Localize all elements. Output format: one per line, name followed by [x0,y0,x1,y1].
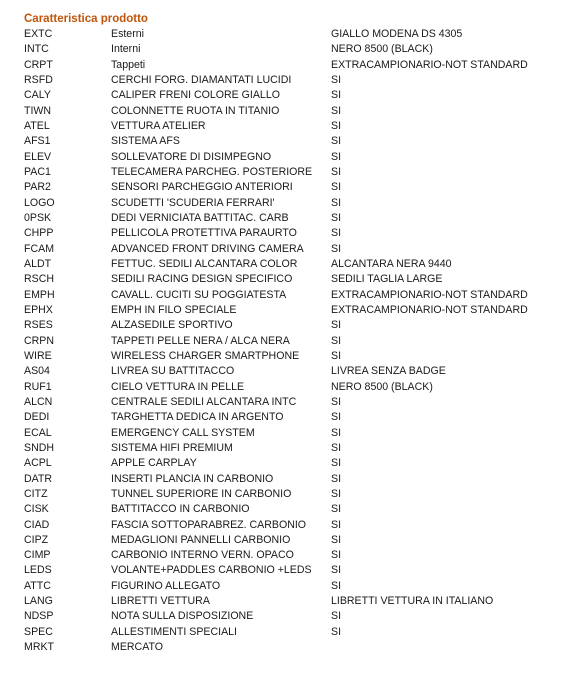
feature-description: TELECAMERA PARCHEG. POSTERIORE [111,165,313,178]
feature-value: SI [331,549,342,562]
feature-description: VOLANTE+PADDLES CARBONIO +LEDS [111,564,312,577]
feature-row [24,42,554,57]
feature-code: CIMP [24,549,51,562]
feature-code: ELEV [24,150,52,163]
feature-row [24,165,554,180]
feature-row [24,426,554,441]
feature-row [24,211,554,226]
feature-row [24,563,554,578]
feature-value: SI [331,334,342,347]
feature-value: SI [331,472,342,485]
product-features-document [24,12,554,655]
feature-code: ALCN [24,395,53,408]
feature-row [24,303,554,318]
feature-value: SI [331,411,342,424]
feature-row [24,318,554,333]
feature-value: LIBRETTI VETTURA IN ITALIANO [331,595,494,608]
feature-code: WIRE [24,349,52,362]
feature-row [24,487,554,502]
feature-description: MERCATO [111,641,163,654]
feature-value: SI [331,625,342,638]
feature-row [24,609,554,624]
feature-value: SI [331,89,342,102]
feature-code: DATR [24,472,53,485]
feature-description: CAVALL. CUCITI SU POGGIATESTA [111,288,287,301]
feature-row [24,625,554,640]
feature-row [24,349,554,364]
feature-description: SENSORI PARCHEGGIO ANTERIORI [111,181,293,194]
feature-value: SI [331,165,342,178]
feature-value: SEDILI TAGLIA LARGE [331,273,443,286]
feature-description: TAPPETI PELLE NERA / ALCA NERA [111,334,290,347]
feature-code: LANG [24,595,53,608]
feature-row [24,88,554,103]
feature-code: LOGO [24,196,55,209]
feature-description: SISTEMA HIFI PREMIUM [111,441,233,454]
feature-description: ALLESTIMENTI SPECIALI [111,625,237,638]
section-title: Caratteristica prodotto [24,13,148,25]
feature-description: FASCIA SOTTOPARABREZ. CARBONIO [111,518,307,531]
feature-description: APPLE CARPLAY [111,457,197,470]
feature-description: PELLICOLA PROTETTIVA PARAURTO [111,227,297,240]
feature-description: TARGHETTA DEDICA IN ARGENTO [111,411,284,424]
feature-description: CIELO VETTURA IN PELLE [111,380,245,393]
feature-row [24,180,554,195]
feature-description: Tappeti [111,58,146,71]
feature-description: DEDI VERNICIATA BATTITAC. CARB [111,211,289,224]
feature-description: FETTUC. SEDILI ALCANTARA COLOR [111,257,298,270]
feature-code: CRPN [24,334,55,347]
feature-value: SI [331,150,342,163]
feature-value: SI [331,227,342,240]
feature-code: CHPP [24,227,54,240]
feature-code: EPHX [24,303,53,316]
feature-value: SI [331,457,342,470]
feature-row [24,594,554,609]
feature-code: FCAM [24,242,55,255]
feature-value: SI [331,441,342,454]
feature-row [24,441,554,456]
feature-code: DEDI [24,411,50,424]
feature-description: SEDILI RACING DESIGN SPECIFICO [111,273,293,286]
feature-value: EXTRACAMPIONARIO-NOT STANDARD [331,58,528,71]
feature-description: EMPH IN FILO SPECIALE [111,303,237,316]
feature-description: CERCHI FORG. DIAMANTATI LUCIDI [111,73,292,86]
feature-value: LIVREA SENZA BADGE [331,365,446,378]
feature-code: SPEC [24,625,53,638]
feature-value: EXTRACAMPIONARIO-NOT STANDARD [331,288,528,301]
feature-description: Interni [111,43,141,56]
feature-code: INTC [24,43,49,56]
feature-row [24,518,554,533]
feature-value: SI [331,579,342,592]
feature-description: SISTEMA AFS [111,135,180,148]
feature-value: SI [331,395,342,408]
feature-description: NOTA SULLA DISPOSIZIONE [111,610,254,623]
feature-description: ADVANCED FRONT DRIVING CAMERA [111,242,304,255]
feature-row [24,334,554,349]
feature-description: ALZASEDILE SPORTIVO [111,319,233,332]
feature-description: SCUDETTI 'SCUDERIA FERRARI' [111,196,275,209]
feature-description: SOLLEVATORE DI DISIMPEGNO [111,150,272,163]
feature-code: CIPZ [24,533,49,546]
feature-row [24,456,554,471]
feature-description: INSERTI PLANCIA IN CARBONIO [111,472,274,485]
feature-code: LEDS [24,564,52,577]
feature-value: SI [331,503,342,516]
feature-value: NERO 8500 (BLACK) [331,380,433,393]
feature-row [24,27,554,42]
feature-code: PAC1 [24,165,51,178]
feature-row [24,272,554,287]
feature-value: NERO 8500 (BLACK) [331,43,433,56]
feature-row [24,226,554,241]
feature-row [24,242,554,257]
feature-value [331,640,553,655]
feature-row [24,58,554,73]
feature-row [24,150,554,165]
feature-description: WIRELESS CHARGER SMARTPHONE [111,349,300,362]
feature-code: CRPT [24,58,53,71]
feature-list [24,27,554,655]
feature-description: VETTURA ATELIER [111,119,206,132]
feature-row [24,257,554,272]
feature-description: CARBONIO INTERNO VERN. OPACO [111,549,294,562]
feature-description: FIGURINO ALLEGATO [111,579,221,592]
feature-row [24,196,554,211]
feature-code: EXTC [24,28,53,40]
feature-description: TUNNEL SUPERIORE IN CARBONIO [111,487,292,500]
feature-row [24,548,554,563]
feature-row [24,640,554,655]
feature-row [24,472,554,487]
feature-row [24,395,554,410]
feature-code: EMPH [24,288,55,301]
feature-description: Esterni [111,28,144,40]
feature-description: CENTRALE SEDILI ALCANTARA INTC [111,395,297,408]
feature-row [24,410,554,425]
feature-value: SI [331,119,342,132]
feature-code: CALY [24,89,51,102]
feature-code: SNDH [24,441,55,454]
feature-code: ACPL [24,457,52,470]
feature-row [24,119,554,134]
feature-row [24,502,554,517]
feature-code: RSFD [24,73,53,86]
feature-code: CITZ [24,487,48,500]
feature-code: RSES [24,319,53,332]
feature-code: NDSP [24,610,54,623]
feature-description: MEDAGLIONI PANNELLI CARBONIO [111,533,291,546]
feature-row [24,73,554,88]
feature-value: SI [331,564,342,577]
feature-value: ALCANTARA NERA 9440 [331,257,452,270]
feature-value: SI [331,242,342,255]
feature-value: SI [331,610,342,623]
feature-row [24,134,554,149]
feature-value: GIALLO MODENA DS 4305 [331,28,463,40]
feature-description: LIBRETTI VETTURA [111,595,210,608]
feature-code: ECAL [24,426,52,439]
feature-code: PAR2 [24,181,51,194]
feature-description: COLONNETTE RUOTA IN TITANIO [111,104,280,117]
feature-value: SI [331,73,342,86]
feature-value: SI [331,426,342,439]
feature-value: SI [331,487,342,500]
feature-row [24,364,554,379]
feature-code: CIAD [24,518,50,531]
feature-row [24,104,554,119]
feature-code: ATEL [24,119,50,132]
feature-code: RUF1 [24,380,52,393]
feature-code: 0PSK [24,211,52,224]
feature-value: SI [331,135,342,148]
feature-code: CISK [24,503,49,516]
feature-code: RSCH [24,273,55,286]
feature-description: CALIPER FRENI COLORE GIALLO [111,89,280,102]
feature-code: AFS1 [24,135,51,148]
feature-code: ALDT [24,257,52,270]
feature-value: SI [331,533,342,546]
feature-value: SI [331,518,342,531]
feature-code: MRKT [24,641,55,654]
feature-value: SI [331,349,342,362]
feature-description: LIVREA SU BATTITACCO [111,365,235,378]
feature-value: SI [331,104,342,117]
feature-description: EMERGENCY CALL SYSTEM [111,426,255,439]
feature-description: BATTITACCO IN CARBONIO [111,503,250,516]
feature-row [24,288,554,303]
feature-code: TIWN [24,104,52,117]
feature-row [24,533,554,548]
feature-code: ATTC [24,579,51,592]
feature-value: SI [331,319,342,332]
feature-value: SI [331,211,342,224]
feature-value: SI [331,196,342,209]
feature-value: SI [331,181,342,194]
feature-code: AS04 [24,365,50,378]
feature-row [24,380,554,395]
feature-row [24,579,554,594]
feature-value: EXTRACAMPIONARIO-NOT STANDARD [331,303,528,316]
